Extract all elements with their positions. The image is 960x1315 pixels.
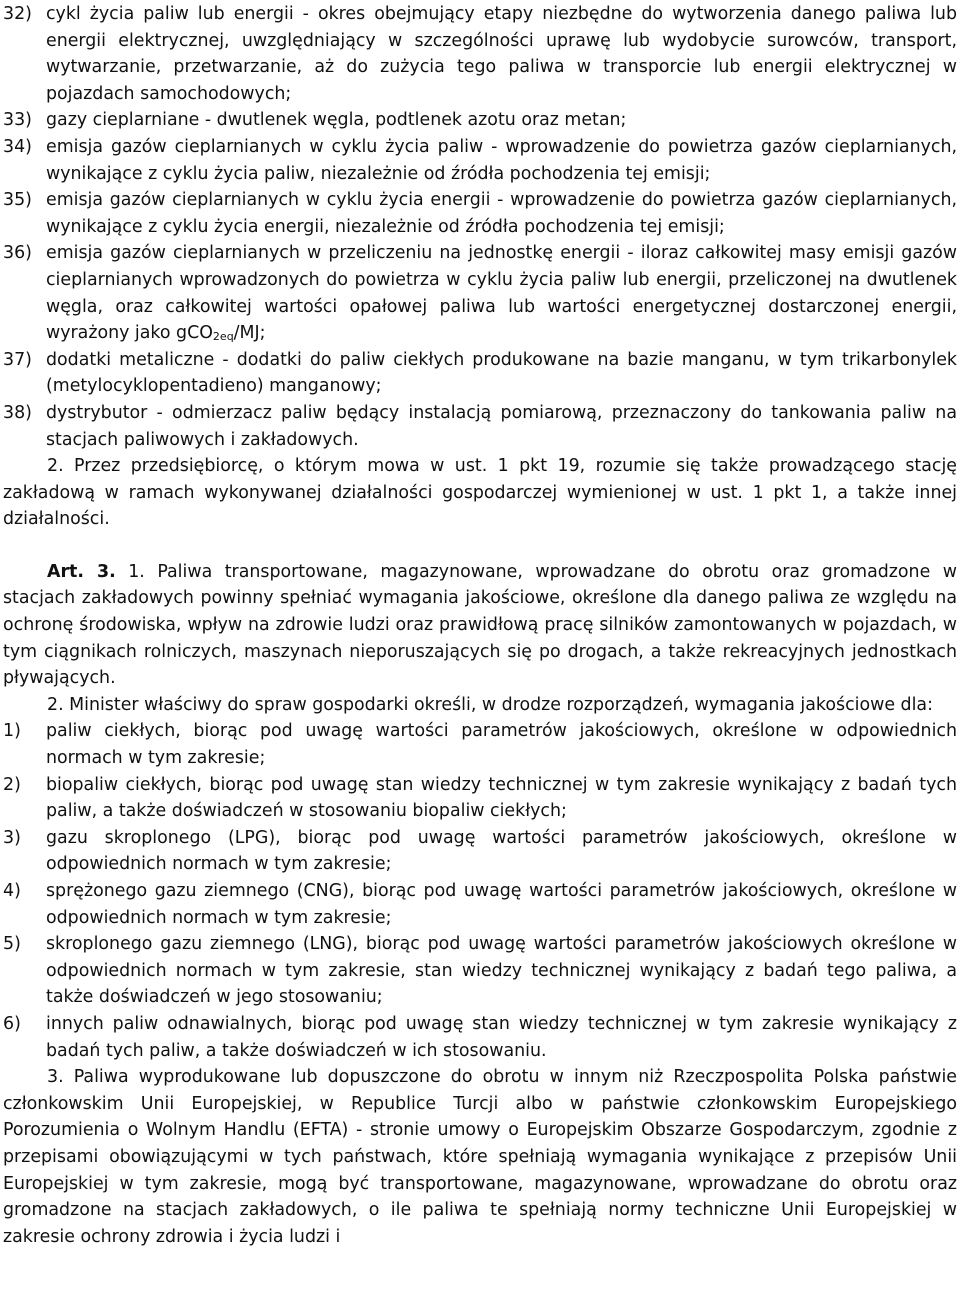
definition-text: dodatki metaliczne - dodatki do paliw ciekłych produkowane na bazie manganu, w tym trikarbonylek (metylocyklopentadieno) manganowy;	[46, 349, 957, 397]
list-number: 4)	[3, 881, 21, 901]
definition-text: cykl życia paliw lub energii - okres obejmujący etapy niezbędne do wytworzenia danego paliwa lub energii elektrycznej, uwzględniający w szczególności uprawę lub wydobycie surowców, transport, wytwarzanie, przetwarzanie, aż do zużycia tego paliwa w transporcie lub energii elektrycznej w pojazdach samochodowych;	[46, 4, 957, 104]
list-item-6	[3, 1011, 957, 1064]
definition-number: 32)	[3, 4, 32, 24]
definition-34	[3, 134, 957, 187]
definition-number: 37)	[3, 349, 32, 370]
definition-text	[46, 240, 957, 346]
list-text: innych paliw odnawialnych, biorąc pod uwagę stan wiedzy technicznej w tym zakresie wynikający z badań tych paliw, a także doświadczeń w ich stosowaniu.	[46, 1013, 957, 1061]
list-number: 2)	[3, 774, 21, 795]
definition-37	[3, 347, 957, 400]
definition-32	[3, 1, 957, 107]
definition-text: emisja gazów cieplarnianych w cyklu życia paliw - wprowadzenie do powietrza gazów cieplarnianych, wynikające z cyklu życia paliw, niezależnie od źródła pochodzenia tej emisji;	[46, 136, 957, 184]
list-item-3	[3, 825, 957, 878]
list-text: gazu skroplonego (LPG), biorąc pod uwagę wartości parametrów jakościowych, określone w odpowiednich normach w tym zakresie;	[46, 827, 957, 875]
list-number: 5)	[3, 934, 21, 955]
definition-number: 33)	[3, 110, 32, 131]
subscript: 2eq	[212, 330, 234, 344]
definition-38	[3, 400, 957, 453]
spacer	[3, 533, 957, 559]
definition-number: 38)	[3, 402, 32, 423]
list-text: skroplonego gazu ziemnego (LNG), biorąc pod uwagę wartości parametrów jakościowych określone w odpowiednich normach w tym zakresie, stan wiedzy technicznej wynikający z badań tego paliwa, a także doświadczeń w jego stosowaniu;	[46, 934, 957, 1008]
definition-33	[3, 107, 957, 134]
definition-text: dystrybutor - odmierzacz paliw będący instalacją pomiarową, przeznaczony do tankowania paliw na stacjach paliwowych i zakładowych.	[46, 402, 957, 450]
paragraph-2: 2. Przez przedsiębiorcę, o którym mowa w ust. 1 pkt 19, rozumie się także prowadzącego stację zakładową w ramach wykonywanej działalności gospodarczej wymienionej w ust. 1 pkt 1, a także innej działalności.	[3, 456, 957, 530]
list-text: sprężonego gazu ziemnego (CNG), biorąc pod uwagę wartości parametrów jakościowych, określone w odpowiednich normach w tym zakresie;	[46, 881, 957, 928]
article-paragraph-text: 1. Paliwa transportowane, magazynowane, wprowadzane do obrotu oraz gromadzone w stacjach zakładowych powinny spełniać wymagania jakościowe, określone dla danego paliwa ze względu na ochronę środowiska, wpływ na zdrowie ludzi oraz prawidłową pracę silników zamontowanych w pojazdach, w tym ciągnikach rolniczych, maszynach nieporuszających się po drogach, a także rekreacyjnych jednostkach pływających.	[3, 561, 957, 689]
list-text: biopaliw ciekłych, biorąc pod uwagę stan wiedzy technicznej w tym zakresie wynikający z badań tych paliw, a także doświadczeń w stosowaniu biopaliw ciekłych;	[46, 774, 957, 822]
definition-number: 34)	[3, 136, 32, 157]
definition-number: 35)	[3, 190, 32, 211]
definition-text: emisja gazów cieplarnianych w cyklu życia energii - wprowadzenie do powietrza gazów cieplarnianych, wynikające z cyklu życia energii, niezależnie od źródła pochodzenia tej emisji;	[46, 190, 957, 237]
list-number: 1)	[3, 721, 21, 742]
definition-number: 36)	[3, 243, 32, 264]
article-3-paragraph-1	[3, 559, 957, 692]
definition-text: gazy cieplarniane - dwutlenek węgla, podtlenek azotu oraz metan;	[46, 110, 627, 131]
list-item-5	[3, 931, 957, 1011]
list-number: 6)	[3, 1013, 21, 1034]
list-item-2	[3, 772, 957, 825]
article-heading: Art. 3.	[47, 561, 116, 582]
list-number: 3)	[3, 827, 21, 848]
definition-36	[3, 240, 957, 346]
definition-35	[3, 187, 957, 240]
definition-text-main: emisja gazów cieplarnianych w przeliczeniu na jednostkę energii - iloraz całkowitej masy emisji gazów cieplarnianych wprowadzonych do powietrza w cyklu życia paliw lub energii, przeliczonej na dwutlenek węgla, oraz całkowitej wartości opałowej paliwa lub wartości energetycznej dostarczonej energii, wyrażony jako gCO	[46, 243, 957, 344]
list-item-1	[3, 718, 957, 771]
list-text: paliw ciekłych, biorąc pod uwagę wartości parametrów jakościowych, określone w odpowiednich normach w tym zakresie;	[46, 721, 957, 769]
article-3-paragraph-2: 2. Minister właściwy do spraw gospodarki określi, w drodze rozporządzeń, wymagania jakościowe dla:	[47, 694, 933, 715]
article-3-paragraph-3: 3. Paliwa wyprodukowane lub dopuszczone do obrotu w innym niż Rzeczpospolita Polska państwie członkowskim Unii Europejskiej, w Republice Turcji albo w państwie członkowskim Europejskiego Porozumienia o Wolnym Handlu (EFTA) - stronie umowy o Europejskim Obszarze Gospodarczym, zgodnie z przepisami obowiązującymi w tych państwach, które spełniają wymagania wynikające z przepisów Unii Europejskiej w tym zakresie, mogą być transportowane, magazynowane, wprowadzane do obrotu oraz gromadzone na stacjach zakładowych, o ile paliwa te spełniają normy techniczne Unii Europejskiej w zakresie ochrony zdrowia i życia ludzi i	[3, 1067, 957, 1247]
list-item-4	[3, 878, 957, 931]
definition-text-unit: /MJ;	[233, 323, 266, 344]
